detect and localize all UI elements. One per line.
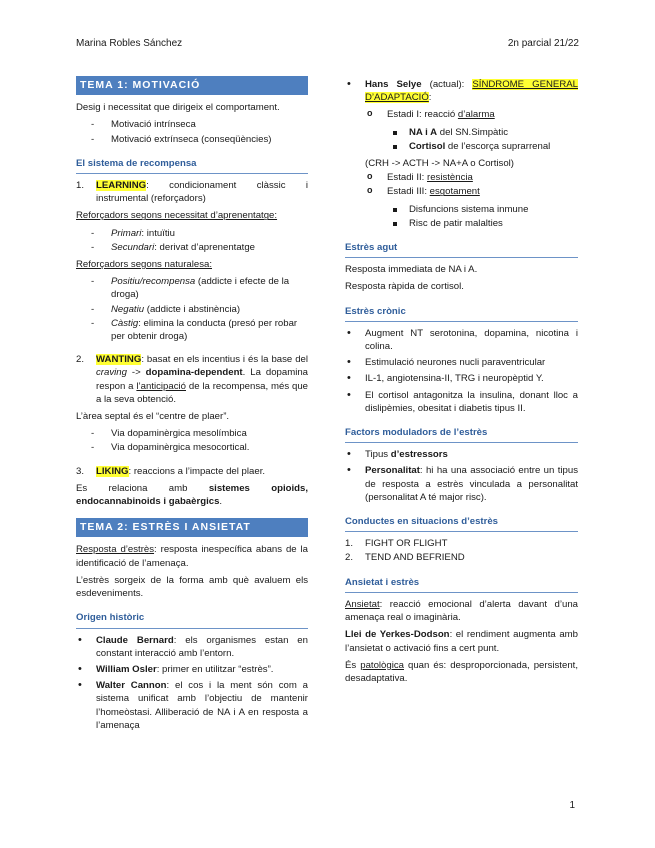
- list-item: - Via dopaminèrgica mesolímbica: [76, 427, 308, 440]
- text: sistemes opioids, endocannabinoids i gabaèrgics: [76, 482, 308, 508]
- term: Secundari: [111, 241, 155, 253]
- name: Claude Bernard: [96, 634, 174, 646]
- list-item: [345, 185, 578, 198]
- resposta-estres: [76, 543, 308, 569]
- list-item: [76, 634, 308, 660]
- text: Cortisol: [409, 140, 446, 152]
- text: : primer en utilitzar “estrès”.: [156, 663, 274, 675]
- factors-list: [345, 448, 578, 504]
- text: Tipus: [365, 449, 391, 461]
- list-item: [76, 303, 308, 316]
- conductes-heading: Conductes en situacions d’estrès: [345, 515, 578, 532]
- text: És: [345, 659, 361, 671]
- list-item: [345, 78, 578, 104]
- text: Estadi I: reacció: [387, 109, 458, 121]
- term: Càstig: [111, 317, 139, 329]
- list-item: • Augment NT serotonina, dopamina, nicotina i colina.: [345, 327, 578, 353]
- text: l’anticipació: [136, 380, 186, 392]
- wanting-list: [76, 353, 308, 406]
- list-item: [76, 317, 308, 343]
- list-item: • IL-1, angiotensina-II, TRG i neuropèptid Y.: [345, 372, 578, 385]
- aprenentatge-list: [76, 227, 308, 254]
- tema2-heading: TEMA 2: ESTRÈS I ANSIETAT: [76, 518, 308, 537]
- text: de la recompensa, més que a la seva obtenció.: [96, 380, 308, 405]
- definition: : resposta inespecífica abans de la identificació de l’amenaça.: [76, 544, 308, 569]
- definition: : intuïtiu: [141, 227, 175, 239]
- text: SÍNDROME GENERAL D’ADAPTACIÓ: [365, 79, 578, 104]
- motivation-types: [76, 118, 308, 145]
- text: (actual):: [421, 79, 473, 90]
- cronic-list: [345, 327, 578, 415]
- text: : els organismes estan en constant interacció amb l’entorn.: [96, 634, 308, 659]
- item-number: 1.: [76, 180, 85, 192]
- list-item: [76, 227, 308, 240]
- definition: : derivat d’aprenentatge: [154, 241, 256, 253]
- name: Hans Selye: [365, 79, 422, 90]
- list-item: Risc de patir malalties: [345, 217, 578, 230]
- liking-label: LIKING: [96, 465, 129, 477]
- ansietat-def: [345, 598, 578, 624]
- patologica: [345, 659, 578, 685]
- liking-list: [76, 465, 308, 478]
- list-item: [345, 140, 578, 153]
- list-item: [345, 448, 578, 461]
- tema1-heading: TEMA 1: MOTIVACIÓ: [76, 76, 308, 95]
- definition: (addicte i abstinència): [144, 303, 241, 315]
- left-column: [76, 76, 308, 736]
- text: craving: [96, 367, 127, 379]
- estres-agut-heading: Estrès agut: [345, 241, 578, 258]
- name: William Osler: [96, 663, 157, 675]
- term: Resposta d’estrès: [76, 544, 155, 556]
- sorgeix: L’estrès sorgeix de la forma amb què avaluem els esdeveniments.: [76, 574, 308, 600]
- text: Estadi II:: [387, 172, 427, 184]
- text: d’estressors: [390, 449, 448, 461]
- agut-line: Resposta immediata de NA i A.: [345, 264, 478, 276]
- list-item: [76, 275, 308, 301]
- text: esgotament: [429, 186, 480, 198]
- wanting-label: WANTING: [96, 354, 142, 366]
- list-item: [345, 537, 578, 550]
- learning-label: LEARNING: [96, 180, 147, 192]
- right-column: [345, 2, 578, 689]
- list-item: [76, 241, 308, 254]
- selye-list: [345, 78, 578, 104]
- text: del SN.Simpàtic: [437, 126, 508, 138]
- learning-item: [76, 179, 308, 205]
- reforcadors-naturalesa: Reforçadors segons naturalesa:: [76, 259, 212, 271]
- sistema-recompensa-heading: El sistema de recompensa: [76, 157, 308, 174]
- text: Es relaciona amb: [76, 482, 209, 494]
- text: .: [219, 496, 223, 508]
- text: : reaccions a l’impacte del plaer.: [128, 465, 266, 477]
- text: resistència: [427, 172, 473, 184]
- definition: : el rendiment augmenta amb l’ansietat o activació fins a cert punt.: [345, 629, 578, 654]
- learning-text: : condicionament clàssic i instrumental (reforçadors): [96, 180, 308, 205]
- area-septal: L’àrea septal és el “centre de plaer”.: [76, 411, 230, 423]
- list-item: [345, 464, 578, 504]
- text: NA i A: [409, 126, 438, 138]
- es-relaciona: [76, 482, 308, 508]
- list-item: [345, 171, 578, 184]
- term: Ansietat: [345, 598, 380, 610]
- header-author: Marina Robles Sánchez: [76, 38, 183, 49]
- item-number: 2.: [76, 354, 85, 366]
- definition: : reacció emocional d’alerta davant d’una amenaça real o imaginària.: [345, 598, 578, 624]
- text: Estadi III:: [387, 186, 430, 198]
- term: Primari: [111, 227, 142, 239]
- factors-heading: Factors moduladors de l’estrès: [345, 426, 578, 443]
- esgotament-list: [345, 203, 578, 230]
- list-item: • Estimulació neurones nucli paraventricular: [345, 356, 578, 369]
- agut-line: Resposta ràpida de cortisol.: [345, 281, 464, 293]
- text: : hi ha una associació entre un tipus de resposta a estrès vinculada a personalitat (personalitat A té major risc).: [365, 465, 578, 503]
- page-number: 1: [569, 800, 575, 811]
- text: dopamina-dependent: [145, 367, 243, 379]
- definition: (addicte i efecte de la droga): [111, 276, 290, 301]
- term: Negatiu: [111, 303, 145, 315]
- list-item: Disfuncions sistema inmune: [345, 203, 578, 216]
- crh-line: (CRH -> ACTH -> NA+A o Cortisol): [365, 158, 515, 170]
- list-item: [345, 108, 578, 121]
- text: d’alarma: [457, 109, 495, 121]
- list-item: - Motivació extrínseca (conseqüències): [76, 133, 308, 146]
- list-item: • El cortisol antagonitza la insulina, donant lloc a dislipèmies, obesitat i diabetis tipus II.: [345, 389, 578, 415]
- text: quan és: desproporcionada, persistent, desadaptativa.: [345, 659, 578, 684]
- estadis-list: [345, 108, 578, 121]
- text: TEND AND BEFRIEND: [365, 552, 465, 564]
- liking-item: [76, 465, 308, 478]
- yerkes-dodson: [345, 628, 578, 654]
- name: Walter Cannon: [96, 680, 167, 692]
- text: ->: [126, 367, 146, 379]
- item-number: 1.: [345, 538, 354, 550]
- text: :: [428, 92, 432, 104]
- reforcadors-aprenentatge: Reforçadors segons necessitat d’aprenentatge:: [76, 210, 278, 222]
- text: patològica: [360, 659, 404, 671]
- origen-list: [76, 634, 308, 732]
- tema1-intro: Desig i necessitat que dirigeix el comportament.: [76, 102, 280, 114]
- header-exam: 2n parcial 21/22: [507, 38, 579, 49]
- item-number: 2.: [345, 552, 354, 564]
- learning-list: [76, 179, 308, 205]
- estadis-list-2: [345, 171, 578, 198]
- text: : el cos i la ment són com a sistema unificat amb l’objectiu de mantenir l’homeòstasi. Alliberació de NA i A en resposta a l’amenaça: [96, 680, 308, 731]
- vies-list: [76, 427, 308, 454]
- text: . La dopamina respon a: [96, 367, 308, 392]
- naturalesa-list: [76, 275, 308, 343]
- definition: : elimina la conducta (presó per robar per obtenir droga): [111, 317, 298, 343]
- origen-historic-heading: Origen històric: [76, 611, 308, 628]
- term: Llei de Yerkes-Dodson: [345, 629, 450, 641]
- list-item: [76, 679, 308, 732]
- alarma-list: [345, 126, 578, 153]
- text: FIGHT OR FLIGHT: [365, 538, 448, 550]
- text: de l’escorça suprarrenal: [445, 140, 551, 152]
- list-item: [345, 551, 578, 564]
- conductes-list: [345, 537, 578, 564]
- text: : basat en els incentius i és la base del: [141, 354, 308, 366]
- list-item: - Motivació intrínseca: [76, 118, 308, 131]
- text: Personalitat: [365, 465, 420, 477]
- list-item: - Via dopaminèrgica mesocortical.: [76, 441, 308, 454]
- list-item: [76, 663, 308, 676]
- wanting-item: [76, 353, 308, 406]
- term: Positiu/recompensa: [111, 276, 196, 288]
- ansietat-heading: Ansietat i estrès: [345, 576, 578, 593]
- list-item: [345, 126, 578, 139]
- item-number: 3.: [76, 465, 85, 477]
- estres-cronic-heading: Estrès crònic: [345, 305, 578, 322]
